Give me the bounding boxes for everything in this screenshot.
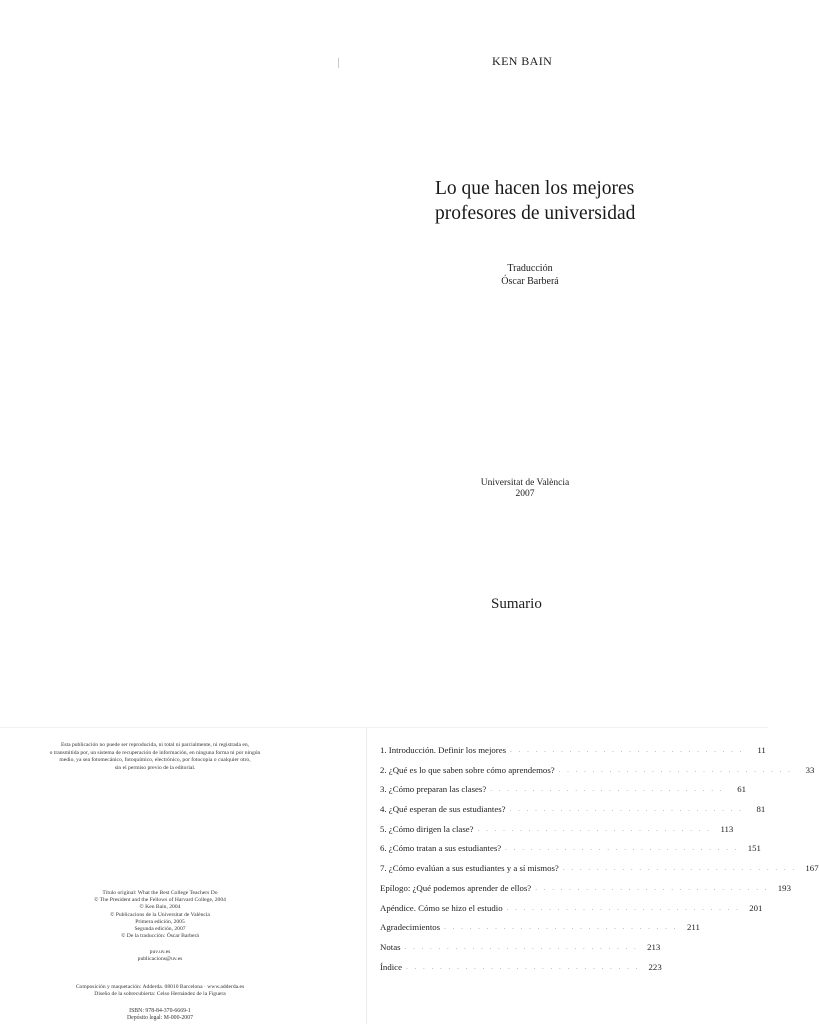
toc-entry-title: 3. ¿Cómo preparan las clases? [380,784,487,795]
toc-entry-page: 213 [647,941,661,952]
toc-entry-title: 1. Introducción. Definir los mejores [380,745,507,755]
toc-leader-dots: . . . . . . . . . . . . . . . . . . . . . . . . . . . . [404,942,639,951]
credit-line: © The President and the Fellows of Harvard College, 2004 [94,897,226,904]
translation-credit [490,262,570,288]
toc-leader-dots: . . . . . . . . . . . . . . . . . . . . . . . . . . . . [506,903,741,912]
edition-credits [40,890,280,940]
toc-leader-dots: . . . . . . . . . . . . . . . . . . . . . . . . . . . . [444,923,678,932]
toc-entry [380,921,700,941]
book-title [435,176,635,226]
toc-entry-page: 113 [720,823,734,834]
toc-entry-page: 151 [747,843,761,854]
publication-year: 2007 [515,489,535,499]
toc-leader-dots: . . . . . . . . . . . . . . . . . . . . . . . . . . . . [405,962,640,971]
scan-speck [338,58,339,68]
toc-leader-dots: . . . . . . . . . . . . . . . . . . . . . . . . . . . . [477,824,712,833]
toc-entry-page: 193 [777,882,791,893]
toc-entry-title: Epílogo: ¿Qué podemos aprender de ellos? [380,882,532,893]
isbn-line: ISBN: 978-84-370-6669-1 [129,1008,191,1014]
deposit-line: Depósito legal: M-000-2007 [126,1015,193,1022]
toc-leader-dots: . . . . . . . . . . . . . . . . . . . . . . . . . . . . [535,883,769,892]
toc-entry-page: 201 [749,902,763,913]
book-title-line-1: Lo que hacen los mejores [435,178,635,199]
toc-entry-title: Índice [380,961,402,972]
colophon-page [0,728,384,1024]
toc-entry-title: Notas [380,941,401,952]
toc-leader-dots: . . . . . . . . . . . . . . . . . . . . . . . . . . . . [562,864,797,873]
toc-entry-title: 5. ¿Cómo dirigen la clase? [380,823,474,834]
toc-leader-dots: . . . . . . . . . . . . . . . . . . . . . . . . . . . . [558,765,793,774]
toc-entry [380,842,761,862]
web-line: puv.uv.es [149,949,171,955]
publisher-name: Universitat de València [480,478,570,488]
toc-entry-page: 33 [805,764,815,775]
toc-entry-page: 11 [757,745,766,755]
credit-line: © De la traducción: Óscar Barberá [121,933,199,940]
toc-entry-title: Agradecimientos [380,922,441,933]
translation-label: Traducción [507,263,553,274]
toc-entry [380,941,660,961]
publisher-web [40,949,280,963]
toc-entry [380,862,819,882]
toc-entry-page: 61 [737,784,747,795]
composition-line: Diseño de la sobrecubierta: Celso Hernández de la Figuera [94,991,226,998]
composition-credits [30,984,290,998]
toc-leader-dots: . . . . . . . . . . . . . . . . . . . . . . . . . . . . [509,805,744,814]
translator-name: Óscar Barberá [501,276,559,287]
copyright-line: Esta publicación no puede ser reproducida, ni total ni parcialmente, ni registrada en, [60,742,250,748]
toc-entry [380,783,747,803]
toc-entry-title: 6. ¿Cómo tratan a sus estudiantes? [380,843,502,854]
copyright-line: o transmitida por, un sistema de recuperación de información, en ninguna forma ni por ningún [49,749,261,756]
toc-entry-title: 7. ¿Cómo evalúan a sus estudiantes y a sí mismos? [380,863,559,874]
contents-heading: Sumario [491,596,542,612]
toc-entry [380,803,766,823]
toc-entry [380,764,815,784]
toc-leader-dots: . . . . . . . . . . . . . . . . . . . . . . . . . . . . [510,746,744,754]
credit-line: Segunda edición, 2007 [134,926,186,933]
toc-leader-dots: . . . . . . . . . . . . . . . . . . . . . . . . . . . . [505,844,739,853]
toc-entry-title: Apéndice. Cómo se hizo el estudio [380,902,503,913]
composition-line: Composición y maquetación: Adderda. 08010 Barcelona · www.adderda.es [75,984,245,990]
credit-line: Título original: What the Best College Teachers Do [102,890,218,896]
copyright-notice [20,742,290,772]
isbn-block [40,1008,280,1023]
toc-entry-title: 2. ¿Qué es lo que saben sobre cómo aprendemos? [380,764,555,775]
web-line: publicacions@uv.es [137,956,183,963]
credit-line: © Ken Bain, 2004 [139,904,181,911]
toc-entry-page: 211 [686,922,700,933]
toc-entry-page: 223 [648,961,662,972]
toc-entry [380,823,734,843]
toc-entry-page: 81 [756,804,766,815]
credit-line: Primera edición, 2005 [135,918,185,925]
copyright-line: sin el permiso previo de la editorial. [114,764,196,771]
credit-line: © Publicacions de la Universitat de València [110,911,210,918]
author-name: KEN BAIN [492,54,553,68]
table-of-contents [380,744,819,980]
copyright-line: medio, ya sea fotomecánico, fotoquímico, electrónico, por fotocopia o cualquier otro, [59,757,251,764]
toc-entry-title: 4. ¿Qué esperan de sus estudiantes? [380,804,506,815]
toc-entry [380,744,766,764]
toc-entry [380,902,763,922]
book-title-line-2: profesores de universidad [435,203,636,224]
toc-entry [380,961,660,981]
toc-leader-dots: . . . . . . . . . . . . . . . . . . . . . . . . . . . . [490,785,725,794]
publisher-block [470,478,580,500]
toc-entry [380,882,791,902]
toc-entry-page: 167 [805,863,819,874]
